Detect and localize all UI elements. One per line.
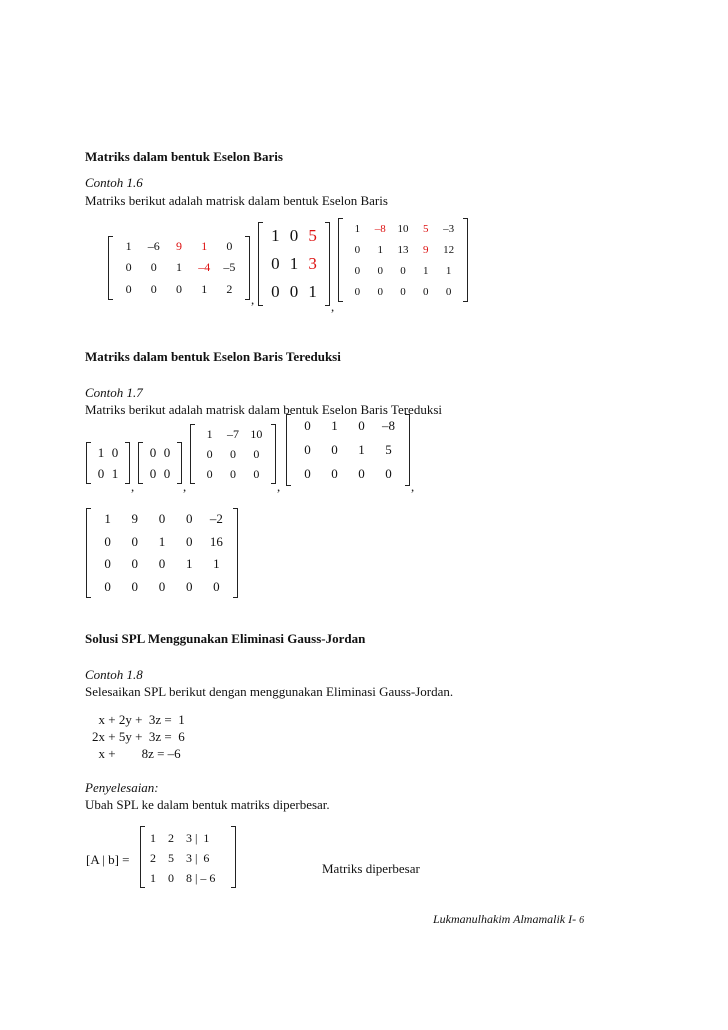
matrix-cell: 0 (163, 444, 171, 460)
equation-line: x + 2y + 3z = 1 (92, 712, 185, 727)
matrix-cell: 0 (358, 466, 365, 481)
matrix-cell: 1 (206, 426, 213, 441)
matrix-cell: 0 (400, 285, 406, 298)
matrix-cell: –4 (198, 260, 211, 275)
matrix-row (94, 511, 230, 527)
matrix-cell: –7 (226, 426, 239, 441)
matrix-cell: 0 (213, 578, 220, 594)
section1-heading: Matriks dalam bentuk Eselon Baris (85, 149, 283, 164)
comma: , (277, 479, 281, 494)
matrix-row (294, 442, 402, 458)
comma: , (331, 299, 335, 314)
matrix-cell: 0 (253, 446, 260, 461)
matrix-cell: 0 (206, 466, 213, 481)
matrix-cell: 0 (149, 444, 157, 460)
matrix-cell: –8 (382, 418, 395, 433)
matrix-cell: 5 (385, 442, 392, 457)
equation-line: x + 8z = –6 (92, 746, 181, 761)
right-bracket (325, 222, 330, 306)
matrix-cell: 0 (304, 466, 311, 481)
matrix-cell: 1 (423, 264, 429, 277)
matrix-m2 (258, 222, 330, 306)
matrix-cell: 0 (289, 282, 299, 301)
matrix-cell: 1 (176, 260, 182, 275)
matrix-cell: 0 (104, 533, 111, 549)
matrix-m3 (338, 218, 468, 302)
matrix-cell: 0 (158, 511, 166, 527)
solution-text: Ubah SPL ke dalam bentuk matriks diperbesar. (85, 797, 330, 812)
matrix-row (94, 445, 122, 461)
matrix-cell: 12 (443, 243, 455, 256)
section3-heading: Solusi SPL Menggunakan Eliminasi Gauss-Jordan (85, 631, 366, 646)
matrix-cell: 0 (304, 442, 311, 457)
matrix-cell: 0 (150, 281, 157, 296)
matrix-cell: 1 (125, 239, 132, 254)
right-bracket (233, 508, 238, 598)
matrix-cell: –8 (374, 222, 386, 235)
equation-line: 2x + 5y + 3z = 6 (92, 729, 185, 744)
matrix-cell: 0 (97, 465, 105, 481)
matrix-cell: 0 (176, 281, 182, 296)
matrix-m1 (108, 236, 250, 300)
comma: , (183, 479, 187, 494)
right-bracket (271, 424, 276, 484)
matrix-row (266, 226, 322, 246)
matrix-cell: 1 (97, 444, 105, 460)
matrix-cell: 1 (111, 465, 119, 481)
augmented-matrix (140, 826, 236, 888)
matrix-cell: 1 (289, 254, 299, 273)
matrix-cell: –2 (209, 511, 223, 527)
matrix-row (346, 286, 460, 298)
matrix-cell: 0 (226, 239, 233, 254)
matrix-cell: 0 (289, 226, 299, 245)
matrix-cell: 0 (111, 444, 119, 460)
matrix-cell: –3 (443, 222, 455, 235)
matrix-r1 (86, 442, 130, 484)
matrix-cell: 0 (104, 578, 111, 594)
matrix-row (94, 466, 122, 482)
left-bracket (108, 236, 113, 300)
matrix-cell: 13 (397, 243, 409, 256)
matrix-row (94, 579, 230, 595)
right-bracket (177, 442, 182, 484)
augmented-lhs: [A | b] = (86, 852, 130, 867)
section2-text: Matriks berikut adalah matrisk dalam bentuk Eselon Baris Tereduksi (85, 402, 442, 417)
right-bracket (245, 236, 250, 300)
augmented-caption: Matriks diperbesar (322, 861, 420, 876)
matrix-cell: –6 (147, 239, 160, 254)
matrix-cell: 0 (163, 465, 171, 481)
matrix-cell: 10 (397, 222, 409, 235)
matrix-cell: 9 (176, 239, 182, 254)
matrix-row (294, 418, 402, 434)
right-bracket (231, 826, 236, 888)
left-bracket (140, 826, 145, 888)
comma: , (251, 292, 255, 307)
matrix-cell: 2 (226, 281, 233, 296)
matrix-cell: 1 (377, 243, 383, 256)
matrix-cell: 0 (354, 285, 361, 298)
matrix-cell: 0 (271, 254, 280, 273)
matrix-cell: 0 (131, 533, 139, 549)
matrix-cell: 1 (185, 556, 193, 572)
matrix-cell: 0 (125, 281, 132, 296)
section1-example-label: Contoh 1.6 (85, 175, 143, 190)
matrix-r5 (86, 508, 238, 598)
left-bracket (286, 414, 291, 486)
matrix-row (346, 265, 460, 277)
matrix-row (294, 466, 402, 482)
matrix-cell: 0 (385, 466, 392, 481)
matrix-cell: 0 (354, 243, 361, 256)
matrix-cell: 0 (185, 578, 193, 594)
matrix-cell: 0 (271, 282, 280, 301)
matrix-cell: 0 (377, 285, 383, 298)
matrix-cell: 0 (358, 418, 365, 433)
section3-text: Selesaikan SPL berikut dengan menggunakan Eliminasi Gauss-Jordan. (85, 684, 454, 699)
matrix-cell: 1 (201, 239, 208, 254)
comma: , (131, 479, 135, 494)
matrix-cell: 1 (354, 222, 361, 235)
matrix-cell: 0 (377, 264, 383, 277)
augmented-row: 1 2 3 | 1 (150, 831, 210, 845)
augmented-row: 2 5 3 | 6 (150, 851, 210, 865)
matrix-cell: 1 (104, 511, 111, 527)
augmented-row: 1 0 8 | – 6 (150, 871, 216, 885)
matrix-cell: 1 (213, 556, 220, 572)
matrix-cell: 0 (400, 264, 406, 277)
footer-page-number: 6 (579, 915, 585, 926)
left-bracket (86, 442, 91, 484)
matrix-cell: 0 (149, 465, 157, 481)
matrix-cell: 1 (158, 533, 166, 549)
matrix-cell: 16 (209, 533, 223, 549)
left-bracket (86, 508, 91, 598)
matrix-cell: 0 (185, 511, 193, 527)
matrix-cell: 9 (423, 243, 429, 256)
matrix-cell: –5 (223, 260, 236, 275)
matrix-cell: 0 (445, 285, 452, 298)
matrix-cell: 0 (131, 578, 139, 594)
footer-author (433, 912, 584, 927)
matrix-row (146, 445, 174, 461)
section1-text: Matriks berikut adalah matrisk dalam bentuk Eselon Baris (85, 193, 388, 208)
matrix-cell: 0 (131, 556, 139, 572)
matrix-row (116, 282, 242, 297)
left-bracket (338, 218, 343, 302)
matrix-cell: 0 (304, 418, 311, 433)
section2-heading: Matriks dalam bentuk Eselon Baris Tereduksi (85, 349, 341, 364)
matrix-cell: 0 (185, 533, 193, 549)
matrix-cell: 1 (271, 226, 280, 245)
matrix-row (346, 244, 460, 256)
matrix-row (146, 466, 174, 482)
matrix-cell: 0 (125, 260, 132, 275)
matrix-cell: 1 (445, 264, 452, 277)
matrix-row (116, 239, 242, 254)
matrix-row (94, 534, 230, 550)
matrix-row (346, 223, 460, 235)
matrix-cell: 0 (331, 442, 338, 457)
matrix-cell: 3 (308, 254, 317, 273)
section3-example-label: Contoh 1.8 (85, 667, 143, 682)
solution-label: Penyelesaian: (85, 780, 159, 795)
right-bracket (125, 442, 130, 484)
matrix-cell: 0 (104, 556, 111, 572)
left-bracket (138, 442, 143, 484)
left-bracket (258, 222, 263, 306)
footer-author-text: Lukmanulhakim Almamalik I- (433, 912, 577, 926)
matrix-row (198, 427, 268, 442)
matrix-row (198, 467, 268, 482)
matrix-cell: 0 (253, 466, 260, 481)
matrix-cell: 1 (331, 418, 338, 433)
matrix-cell: 1 (201, 281, 208, 296)
matrix-cell: 0 (158, 578, 166, 594)
matrix-r2 (138, 442, 182, 484)
right-bracket (463, 218, 468, 302)
matrix-row (198, 447, 268, 462)
matrix-cell: 0 (229, 446, 236, 461)
matrix-cell: 0 (331, 466, 338, 481)
matrix-cell: 5 (423, 222, 429, 235)
matrix-cell: 0 (354, 264, 361, 277)
matrix-cell: 5 (308, 226, 317, 245)
matrix-cell: 0 (229, 466, 236, 481)
matrix-cell: 10 (250, 426, 263, 441)
matrix-cell: 0 (158, 556, 166, 572)
matrix-row (116, 260, 242, 275)
right-bracket (405, 414, 410, 486)
matrix-cell: 1 (358, 442, 365, 457)
matrix-cell: 0 (206, 446, 213, 461)
comma: , (411, 479, 415, 494)
left-bracket (190, 424, 195, 484)
matrix-row (266, 254, 322, 274)
matrix-cell: 1 (308, 282, 317, 301)
matrix-r4 (286, 414, 410, 486)
section2-example-label: Contoh 1.7 (85, 385, 143, 400)
matrix-cell: 0 (423, 285, 429, 298)
matrix-row (94, 556, 230, 572)
matrix-cell: 9 (131, 511, 139, 527)
matrix-row (266, 282, 322, 302)
matrix-cell: 0 (150, 260, 157, 275)
matrix-r3 (190, 424, 276, 484)
